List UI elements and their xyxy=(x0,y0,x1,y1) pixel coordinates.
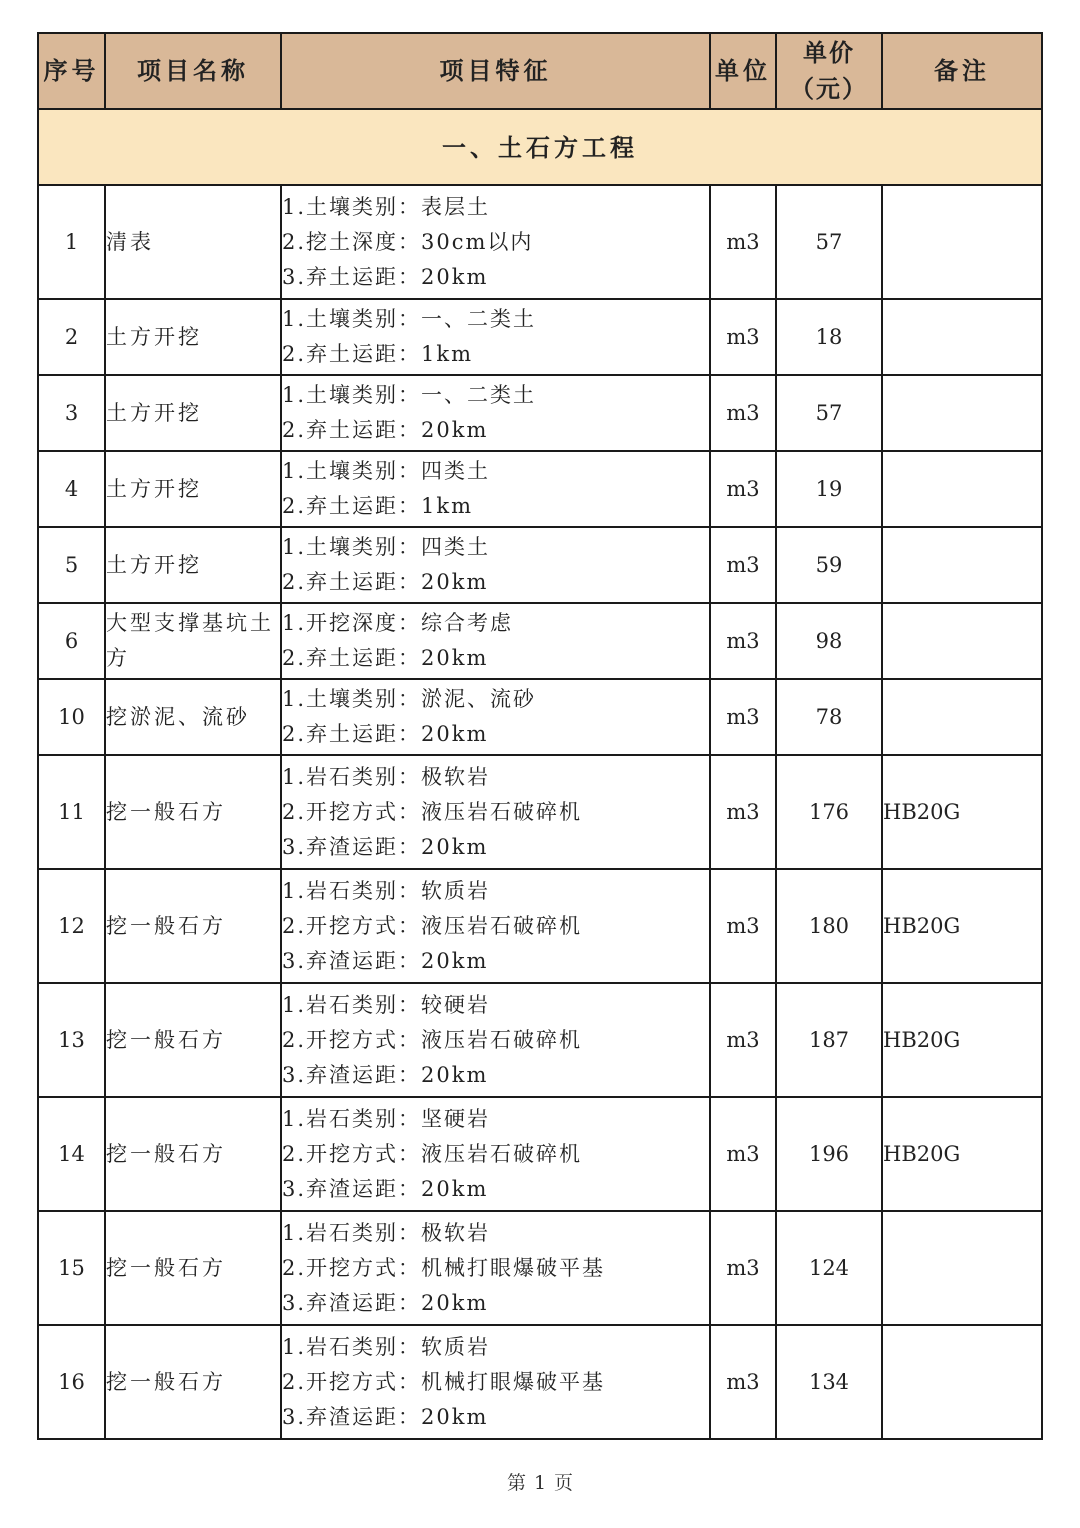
cell-unit: m3 xyxy=(710,527,776,603)
feature-line: 2.开挖方式：液压岩石破碎机 xyxy=(282,1141,583,1166)
cell-no: 15 xyxy=(38,1211,105,1325)
feature-line: 3.弃渣运距：20km xyxy=(282,834,489,859)
cell-no: 1 xyxy=(38,185,105,299)
header-note: 备注 xyxy=(882,33,1042,109)
cell-price: 176 xyxy=(776,755,882,869)
page-footer xyxy=(0,1468,1080,1495)
feature-line: 1.岩石类别：极软岩 xyxy=(282,1220,491,1245)
feature-line: 2.弃土运距：20km xyxy=(282,722,489,746)
cell-unit: m3 xyxy=(710,375,776,451)
cell-price: 134 xyxy=(776,1325,882,1439)
cell-no: 13 xyxy=(38,983,105,1097)
feature-line: 2.弃土运距：20km xyxy=(282,570,489,594)
cell-no: 10 xyxy=(38,679,105,755)
cell-name: 清表 xyxy=(105,185,281,299)
feature-line: 2.弃土运距：20km xyxy=(282,646,489,670)
cell-price: 98 xyxy=(776,603,882,679)
cell-name: 挖淤泥、流砂 xyxy=(105,679,281,755)
cell-note: HB20G xyxy=(882,983,1042,1097)
cell-name: 大型支撑基坑土方 xyxy=(105,603,281,679)
cell-name: 挖一般石方 xyxy=(105,869,281,983)
cell-no: 16 xyxy=(38,1325,105,1439)
table-row xyxy=(38,679,1042,755)
feature-line: 2.开挖方式：液压岩石破碎机 xyxy=(282,913,583,938)
feature-line: 1.土壤类别：一、二类土 xyxy=(282,307,537,331)
cell-features xyxy=(281,869,710,983)
cell-features xyxy=(281,299,710,375)
cell-features xyxy=(281,451,710,527)
table-row xyxy=(38,1097,1042,1211)
feature-line: 2.挖土深度：30cm以内 xyxy=(282,229,534,254)
header-unit: 单位 xyxy=(710,33,776,109)
feature-line: 1.土壤类别：一、二类土 xyxy=(282,383,537,407)
cell-price: 18 xyxy=(776,299,882,375)
table-row xyxy=(38,375,1042,451)
cell-note xyxy=(882,375,1042,451)
feature-line: 1.岩石类别：坚硬岩 xyxy=(282,1106,491,1131)
feature-line: 1.土壤类别：四类土 xyxy=(282,459,491,483)
cell-price: 57 xyxy=(776,375,882,451)
feature-line: 1.岩石类别：软质岩 xyxy=(282,878,491,903)
cell-features xyxy=(281,1097,710,1211)
header-no: 序号 xyxy=(38,33,105,109)
feature-line: 2.开挖方式：液压岩石破碎机 xyxy=(282,1027,583,1052)
cell-note xyxy=(882,299,1042,375)
cell-note xyxy=(882,1211,1042,1325)
feature-line: 1.开挖深度：综合考虑 xyxy=(282,611,514,635)
table-row xyxy=(38,299,1042,375)
cell-features xyxy=(281,527,710,603)
price-table xyxy=(37,32,1043,1440)
cell-price: 180 xyxy=(776,869,882,983)
cell-price: 196 xyxy=(776,1097,882,1211)
cell-unit: m3 xyxy=(710,451,776,527)
cell-name: 土方开挖 xyxy=(105,527,281,603)
page-number: 1 xyxy=(533,1472,547,1494)
cell-price: 19 xyxy=(776,451,882,527)
cell-no: 6 xyxy=(38,603,105,679)
feature-line: 3.弃渣运距：20km xyxy=(282,1290,489,1315)
cell-features xyxy=(281,679,710,755)
feature-line: 1.岩石类别：极软岩 xyxy=(282,764,491,789)
feature-line: 2.开挖方式：液压岩石破碎机 xyxy=(282,799,583,824)
cell-price: 59 xyxy=(776,527,882,603)
cell-note xyxy=(882,1325,1042,1439)
cell-no: 4 xyxy=(38,451,105,527)
cell-unit: m3 xyxy=(710,869,776,983)
cell-unit: m3 xyxy=(710,1097,776,1211)
footer-prefix: 第 xyxy=(506,1472,526,1494)
cell-features xyxy=(281,983,710,1097)
cell-features xyxy=(281,755,710,869)
cell-name: 土方开挖 xyxy=(105,299,281,375)
cell-name: 挖一般石方 xyxy=(105,983,281,1097)
cell-unit: m3 xyxy=(710,755,776,869)
table-row xyxy=(38,869,1042,983)
cell-no: 5 xyxy=(38,527,105,603)
cell-unit: m3 xyxy=(710,603,776,679)
header-price-line1: 单价 xyxy=(803,38,855,67)
cell-unit: m3 xyxy=(710,1211,776,1325)
cell-note xyxy=(882,603,1042,679)
cell-price: 124 xyxy=(776,1211,882,1325)
cell-name: 挖一般石方 xyxy=(105,1097,281,1211)
cell-name: 挖一般石方 xyxy=(105,1211,281,1325)
cell-features xyxy=(281,185,710,299)
cell-note: HB20G xyxy=(882,869,1042,983)
cell-note xyxy=(882,527,1042,603)
section-title: 一、土石方工程 xyxy=(38,109,1042,185)
cell-name: 挖一般石方 xyxy=(105,1325,281,1439)
cell-note: HB20G xyxy=(882,1097,1042,1211)
table-header xyxy=(38,33,1042,109)
cell-note xyxy=(882,185,1042,299)
table-row xyxy=(38,1325,1042,1439)
cell-price: 57 xyxy=(776,185,882,299)
price-sheet xyxy=(37,32,1041,1440)
table-body xyxy=(38,109,1042,1439)
feature-line: 1.土壤类别：淤泥、流砂 xyxy=(282,687,537,711)
cell-no: 14 xyxy=(38,1097,105,1211)
feature-line: 3.弃土运距：20km xyxy=(282,264,489,289)
feature-line: 2.弃土运距：20km xyxy=(282,418,489,442)
cell-price: 78 xyxy=(776,679,882,755)
feature-line: 1.岩石类别：较硬岩 xyxy=(282,992,491,1017)
cell-unit: m3 xyxy=(710,299,776,375)
section-row xyxy=(38,109,1042,185)
header-price xyxy=(776,33,882,109)
cell-name: 土方开挖 xyxy=(105,451,281,527)
cell-note xyxy=(882,679,1042,755)
feature-line: 1.土壤类别：四类土 xyxy=(282,535,491,559)
cell-features xyxy=(281,1325,710,1439)
cell-unit: m3 xyxy=(710,679,776,755)
header-feature: 项目特征 xyxy=(281,33,710,109)
table-row xyxy=(38,755,1042,869)
feature-line: 1.土壤类别：表层土 xyxy=(282,194,491,219)
feature-line: 3.弃渣运距：20km xyxy=(282,1176,489,1201)
table-row xyxy=(38,983,1042,1097)
cell-features xyxy=(281,603,710,679)
cell-price: 187 xyxy=(776,983,882,1097)
feature-line: 2.开挖方式：机械打眼爆破平基 xyxy=(282,1255,606,1280)
table-row xyxy=(38,527,1042,603)
feature-line: 2.开挖方式：机械打眼爆破平基 xyxy=(282,1369,606,1394)
feature-line: 3.弃渣运距：20km xyxy=(282,948,489,973)
table-row xyxy=(38,1211,1042,1325)
feature-line: 2.弃土运距：1km xyxy=(282,342,474,366)
feature-line: 3.弃渣运距：20km xyxy=(282,1062,489,1087)
cell-no: 12 xyxy=(38,869,105,983)
footer-suffix: 页 xyxy=(554,1472,574,1494)
cell-unit: m3 xyxy=(710,185,776,299)
feature-line: 2.弃土运距：1km xyxy=(282,494,474,518)
cell-no: 11 xyxy=(38,755,105,869)
cell-unit: m3 xyxy=(710,983,776,1097)
cell-note: HB20G xyxy=(882,755,1042,869)
feature-line: 1.岩石类别：软质岩 xyxy=(282,1334,491,1359)
table-row xyxy=(38,451,1042,527)
cell-unit: m3 xyxy=(710,1325,776,1439)
cell-name: 土方开挖 xyxy=(105,375,281,451)
cell-features xyxy=(281,1211,710,1325)
cell-no: 3 xyxy=(38,375,105,451)
feature-line: 3.弃渣运距：20km xyxy=(282,1404,489,1429)
header-name: 项目名称 xyxy=(105,33,281,109)
cell-no: 2 xyxy=(38,299,105,375)
cell-features xyxy=(281,375,710,451)
cell-name: 挖一般石方 xyxy=(105,755,281,869)
header-price-line2: （元） xyxy=(790,74,868,103)
table-row xyxy=(38,185,1042,299)
table-row xyxy=(38,603,1042,679)
cell-note xyxy=(882,451,1042,527)
